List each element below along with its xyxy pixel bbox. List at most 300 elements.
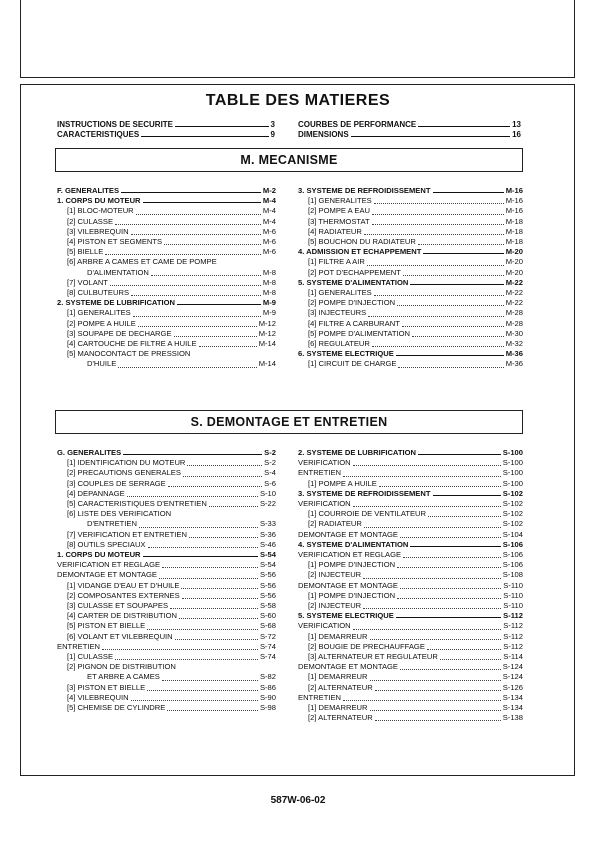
toc-entry: [57, 329, 276, 339]
toc-entry-page: S-56: [259, 580, 276, 590]
toc-entry-title: 1. CORPS DU MOTEUR: [57, 550, 141, 560]
toc-leader: [162, 680, 258, 681]
toc-entry-page: 9: [270, 130, 275, 139]
toc-entry-title: 6. SYSTEME ELECTRIQUE: [298, 349, 394, 359]
toc-entry: [57, 196, 276, 206]
toc-entry-page: 13: [512, 120, 521, 129]
toc-entry-title: INSTRUCTIONS DE SECURITE: [57, 120, 174, 129]
toc-entry-title: 5. SYSTEME D'ALIMENTATION: [298, 277, 409, 287]
toc-entry-title: 3. SYSTEME DE REFROIDISSEMENT: [298, 488, 431, 498]
toc-leader: [121, 192, 261, 193]
toc-entry-page: M-6: [262, 247, 276, 257]
document-code: 587W-06-02: [270, 795, 326, 806]
toc-entry-page: S-106: [502, 539, 523, 549]
toc-entry: [57, 468, 276, 478]
toc-leader: [175, 639, 258, 640]
toc-leader: [168, 486, 262, 487]
toc-entry: [57, 662, 276, 672]
toc-entry-page: S-54: [259, 550, 276, 560]
toc-entry: [57, 499, 276, 509]
toc-entry-title: [2] PRECAUTIONS GENERALES: [67, 468, 181, 478]
toc-entry-title: 2. SYSTEME DE LUBRIFICATION: [57, 298, 175, 308]
toc-leader: [183, 476, 262, 477]
toc-entry-page: S-110: [503, 590, 523, 600]
toc-entry: [298, 570, 523, 580]
toc-entry-title: DEMONTAGE ET MONTAGE: [57, 570, 157, 580]
toc-entry-title: ENTRETIEN: [298, 468, 342, 478]
toc-entry: [298, 632, 523, 642]
toc-entry: [57, 479, 276, 489]
toc-entry-page: S-114: [503, 652, 523, 662]
section-heading-demontage: S. DEMONTAGE ET ENTRETIEN: [55, 410, 523, 434]
toc-leader: [199, 346, 257, 347]
toc-entry-page: S-56: [259, 570, 276, 580]
toc-entry: [298, 319, 523, 329]
toc-leader: [397, 305, 504, 306]
toc-entry-page: S-33: [259, 519, 276, 529]
toc-entry-title: [2] POT D'ECHAPPEMENT: [308, 267, 401, 277]
toc-entry-title: [1] DEMARREUR: [308, 631, 368, 641]
toc-leader: [379, 486, 501, 487]
toc-entry-title: [4] RADIATEUR: [308, 226, 362, 236]
toc-entry-title: [2] PIGNON DE DISTRIBUTION: [67, 662, 176, 672]
toc-entry-title: 4. ADMISSION ET ECHAPPEMENT: [298, 247, 422, 257]
toc-entry-page: S-134: [502, 692, 523, 702]
toc-entry: [57, 186, 276, 196]
toc-leader: [370, 639, 502, 640]
toc-entry-title: COURBES DE PERFORMANCE: [298, 120, 417, 129]
toc-entry-title: VERIFICATION ET REGLAGE: [298, 550, 402, 560]
toc-entry: [298, 499, 523, 509]
toc-leader: [364, 234, 504, 235]
toc-entry-page: M-2: [262, 186, 276, 195]
toc-leader: [175, 126, 269, 127]
toc-leader: [363, 578, 501, 579]
toc-entry-page: S-134: [502, 703, 523, 713]
toc-entry: [298, 591, 523, 601]
toc-entry-page: M-9: [262, 298, 276, 308]
toc-entry: [57, 652, 276, 662]
toc-entry: [57, 458, 276, 468]
toc-entry: [298, 540, 523, 550]
toc-entry-title: ENTRETIEN: [57, 641, 101, 651]
toc-entry-title: [2] COMPOSANTES EXTERNES: [67, 590, 180, 600]
toc-leader: [164, 244, 261, 245]
toc-leader: [375, 690, 501, 691]
toc-leader: [410, 546, 500, 547]
toc-entry-page: S-112: [503, 621, 523, 631]
toc-entry-title: [6] LISTE DES VERIFICATION: [67, 509, 172, 519]
toc-entry: [57, 601, 276, 611]
toc-leader: [433, 495, 501, 496]
toc-leader: [162, 567, 258, 568]
toc-entry-title: ENTRETIEN: [298, 692, 342, 702]
toc-leader: [179, 618, 258, 619]
toc-leader: [353, 629, 502, 630]
toc-entry-page: M-4: [262, 196, 276, 206]
toc-leader: [374, 295, 504, 296]
toc-entry: [298, 257, 523, 267]
toc-entry-page: M-20: [505, 267, 523, 277]
toc-entry: [57, 217, 276, 227]
toc-leader: [189, 537, 258, 538]
toc-entry-title: [1] BLOC-MOTEUR: [67, 206, 134, 216]
toc-leader: [423, 253, 503, 254]
toc-entry-title: [1] DEMARREUR: [308, 703, 368, 713]
toc-entry-page: M-14: [258, 359, 276, 369]
toc-entry-page: S-90: [259, 692, 276, 702]
toc-entry: [298, 288, 523, 298]
toc-entry: [298, 489, 523, 499]
toc-entry-title: [3] INJECTEURS: [308, 308, 367, 318]
toc-entry: [57, 693, 276, 703]
toc-entry-title: VERIFICATION: [298, 621, 351, 631]
toc-entry-page: M-22: [505, 288, 523, 298]
toc-entry-title: [2] CULASSE: [67, 216, 114, 226]
toc-entry-page: S-102: [502, 509, 523, 519]
toc-entry-page: S-6: [264, 478, 276, 488]
toc-leader: [110, 285, 261, 286]
toc-entry-title: [2] INJECTEUR: [308, 570, 362, 580]
toc-entry-page: M-16: [505, 206, 523, 216]
toc-entry-title: [2] ALTERNATEUR: [308, 682, 373, 692]
toc-entry-page: S-86: [259, 682, 276, 692]
toc-leader: [127, 496, 258, 497]
toc-leader: [440, 659, 501, 660]
toc-entry-page: S-100: [502, 448, 523, 457]
toc-leader: [167, 710, 258, 711]
toc-leader: [400, 669, 501, 670]
toc-leader: [427, 649, 501, 650]
toc-entry: [57, 560, 276, 570]
toc-leader: [143, 202, 261, 203]
toc-entry: [57, 298, 276, 308]
toc-entry-title: 3. SYSTEME DE REFROIDISSEMENT: [298, 186, 431, 195]
toc-leader: [372, 214, 504, 215]
toc-entry: [298, 530, 523, 540]
toc-entry: [57, 319, 276, 329]
page-title: TABLE DES MATIERES: [205, 92, 391, 109]
toc-entry: [57, 247, 276, 257]
toc-entry-title: [1] FILTRE A AIR: [308, 257, 365, 267]
toc-leader: [412, 336, 504, 337]
toc-leader: [133, 316, 261, 317]
toc-entry-title: VERIFICATION: [298, 499, 351, 509]
toc-leader: [353, 506, 501, 507]
toc-entry-page: S-100: [502, 468, 523, 478]
toc-entry-title: [8] OUTILS SPECIAUX: [67, 539, 146, 549]
toc-entry: [57, 489, 276, 499]
toc-entry: [298, 642, 523, 652]
section-heading-mecanisme: M. MECANISME: [55, 148, 523, 172]
toc-entry: [57, 611, 276, 621]
toc-entry-page: S-22: [259, 499, 276, 509]
toc-entry: [298, 693, 523, 703]
toc-leader: [139, 527, 258, 528]
toc-leader: [182, 598, 258, 599]
toc-entry: [298, 339, 523, 349]
toc-entry-page: S-36: [259, 529, 276, 539]
toc-entry-title: F. GENERALITES: [57, 186, 120, 195]
toc-entry: [57, 288, 276, 298]
toc-entry: [298, 329, 523, 339]
toc-leader: [131, 234, 261, 235]
toc-entry: [298, 268, 523, 278]
toc-entry: [57, 257, 276, 267]
toc-leader: [131, 295, 261, 296]
toc-entry-title: D'ALIMENTATION: [87, 267, 149, 277]
toc-entry: [57, 632, 276, 642]
toc-leader: [368, 316, 503, 317]
toc-entry-page: M-20: [505, 257, 523, 267]
toc-entry-page: M-8: [262, 288, 276, 298]
toc-entry-title: DEMONTAGE ET MONTAGE: [298, 529, 398, 539]
toc-column-s-left: [57, 448, 276, 713]
toc-entry-page: M-18: [505, 226, 523, 236]
toc-leader: [123, 454, 262, 455]
toc-entry: [57, 621, 276, 631]
top-frame: [20, 0, 575, 78]
toc-leader: [396, 355, 504, 356]
toc-entry: [57, 349, 276, 359]
toc-entry: [57, 359, 276, 369]
toc-entry-page: M-4: [262, 206, 276, 216]
toc-entry: [298, 672, 523, 682]
toc-entry-title: [7] VERIFICATION ET ENTRETIEN: [67, 529, 187, 539]
toc-entry: [57, 672, 276, 682]
toc-entry-title: [6] ARBRE A CAMES ET CAME DE POMPE: [67, 257, 217, 267]
toc-entry-title: [7] VOLANT: [67, 277, 108, 287]
toc-entry-title: D'ENTRETIEN: [87, 519, 137, 529]
toc-entry: [298, 550, 523, 560]
toc-leader: [410, 284, 503, 285]
toc-entry-page: S-102: [502, 488, 523, 498]
top-toc-right: [298, 120, 521, 140]
toc-leader: [370, 710, 501, 711]
toc-entry: [298, 308, 523, 318]
toc-entry-title: [3] COUPLES DE SERRAGE: [67, 478, 166, 488]
toc-entry: [57, 278, 276, 288]
toc-entry-title: [5] CHEMISE DE CYLINDRE: [67, 703, 166, 713]
toc-entry-title: [1] CIRCUIT DE CHARGE: [308, 359, 397, 369]
toc-entry-title: [1] IDENTIFICATION DU MOTEUR: [67, 458, 186, 468]
toc-entry-title: [5] POMPE D'ALIMENTATION: [308, 328, 411, 338]
toc-entry-page: S-106: [502, 560, 523, 570]
toc-leader: [181, 588, 257, 589]
toc-leader: [418, 244, 504, 245]
toc-entry: [57, 237, 276, 247]
toc-entry-page: S-56: [259, 590, 276, 600]
toc-entry-page: M-18: [505, 216, 523, 226]
toc-entry-title: [2] POMPE A EAU: [308, 206, 371, 216]
toc-entry-title: 5. SYSTEME ELECTRIQUE: [298, 611, 394, 621]
toc-entry-page: S-58: [259, 601, 276, 611]
toc-entry-page: S-46: [259, 539, 276, 549]
toc-entry-title: [4] FILTRE A CARBURANT: [308, 318, 400, 328]
toc-entry-title: [5] BOUCHON DU RADIATEUR: [308, 237, 416, 247]
toc-entry-title: [1] GENERALITES: [67, 308, 131, 318]
toc-entry-page: S-108: [502, 570, 523, 580]
toc-leader: [131, 700, 258, 701]
toc-entry-page: S-100: [502, 478, 523, 488]
toc-column-m-right: [298, 186, 523, 370]
toc-entry-page: S-110: [503, 580, 523, 590]
toc-leader: [403, 275, 504, 276]
toc-entry: [57, 540, 276, 550]
toc-entry-page: S-74: [259, 641, 276, 651]
toc-leader: [398, 367, 503, 368]
toc-entry-page: S-124: [502, 662, 523, 672]
toc-entry-page: M-28: [505, 318, 523, 328]
toc-leader: [372, 224, 504, 225]
toc-entry-title: [3] CULASSE ET SOUPAPES: [67, 601, 169, 611]
toc-entry-title: [3] VILEBREQUIN: [67, 226, 129, 236]
toc-leader: [177, 304, 261, 305]
toc-entry: [298, 359, 523, 369]
toc-leader: [400, 588, 501, 589]
toc-entry: [57, 570, 276, 580]
toc-entry-page: M-18: [505, 237, 523, 247]
toc-entry-page: S-100: [502, 458, 523, 468]
toc-leader: [102, 649, 258, 650]
toc-entry: [298, 468, 523, 478]
toc-column-m-left: [57, 186, 276, 370]
toc-entry: [298, 560, 523, 570]
toc-leader: [141, 136, 268, 137]
toc-entry: [298, 120, 521, 130]
toc-entry: [298, 519, 523, 529]
toc-leader: [397, 567, 501, 568]
toc-entry: [298, 611, 523, 621]
toc-leader: [147, 629, 258, 630]
toc-leader: [115, 659, 258, 660]
toc-leader: [159, 578, 258, 579]
toc-entry-page: M-16: [505, 186, 523, 195]
toc-entry-title: [1] DEMARREUR: [308, 672, 368, 682]
toc-entry: [57, 308, 276, 318]
toc-entry: [298, 479, 523, 489]
toc-entry-page: M-12: [258, 318, 276, 328]
toc-entry-title: [5] MANOCONTACT DE PRESSION: [67, 349, 191, 359]
toc-entry-title: DIMENSIONS: [298, 130, 349, 139]
toc-leader: [433, 192, 504, 193]
toc-entry-title: [3] SOUPAPE DE DECHARGE: [67, 328, 172, 338]
toc-leader: [351, 136, 510, 137]
toc-entry: [57, 509, 276, 519]
toc-entry-title: CARACTERISTIQUES: [57, 130, 140, 139]
toc-entry-page: M-6: [262, 237, 276, 247]
toc-entry-page: S-112: [503, 641, 523, 651]
toc-entry-title: 2. SYSTEME DE LUBRIFICATION: [298, 448, 416, 457]
toc-entry-page: M-20: [505, 247, 523, 257]
toc-entry-title: [6] REGULATEUR: [308, 339, 370, 349]
toc-entry: [298, 662, 523, 672]
toc-entry-page: M-36: [505, 359, 523, 369]
toc-leader: [374, 203, 504, 204]
toc-entry: [298, 196, 523, 206]
toc-entry-page: S-102: [502, 519, 523, 529]
toc-entry: [298, 186, 523, 196]
toc-entry: [298, 683, 523, 693]
toc-entry-title: [1] COURROIE DE VENTILATEUR: [308, 509, 427, 519]
toc-leader: [353, 465, 501, 466]
toc-entry-title: [3] PISTON ET BIELLE: [67, 682, 146, 692]
toc-leader: [363, 608, 501, 609]
toc-entry: [298, 713, 523, 723]
toc-column-s-right: [298, 448, 523, 723]
toc-entry: [57, 227, 276, 237]
toc-entry-page: S-124: [502, 672, 523, 682]
toc-entry-title: [2] POMPE A HUILE: [67, 318, 136, 328]
toc-entry-page: M-14: [258, 339, 276, 349]
toc-entry-page: S-2: [264, 448, 276, 457]
toc-entry-page: M-9: [262, 308, 276, 318]
toc-entry-title: ET ARBRE A CAMES: [87, 672, 160, 682]
toc-entry-page: S-72: [259, 631, 276, 641]
toc-leader: [138, 326, 257, 327]
toc-entry-title: [1] POMPE D'INJECTION: [308, 560, 396, 570]
toc-entry-title: G. GENERALITES: [57, 448, 122, 457]
toc-entry-page: S-110: [503, 601, 523, 611]
toc-leader: [418, 454, 501, 455]
toc-entry: [57, 581, 276, 591]
toc-leader: [402, 326, 504, 327]
toc-leader: [118, 367, 256, 368]
top-toc-left: [57, 120, 275, 140]
toc-entry-page: S-74: [259, 652, 276, 662]
toc-entry-page: S-104: [502, 529, 523, 539]
toc-entry-title: [4] PISTON ET SEGMENTS: [67, 237, 163, 247]
toc-entry: [298, 621, 523, 631]
toc-entry: [298, 349, 523, 359]
toc-entry: [57, 591, 276, 601]
toc-entry-page: S-2: [264, 458, 276, 468]
toc-entry-page: M-8: [262, 277, 276, 287]
toc-entry-title: [4] DEPANNAGE: [67, 488, 125, 498]
toc-leader: [143, 556, 258, 557]
toc-entry-page: M-8: [262, 267, 276, 277]
toc-leader: [209, 506, 258, 507]
toc-entry-page: S-112: [503, 611, 523, 621]
toc-leader: [428, 516, 501, 517]
toc-leader: [367, 265, 504, 266]
toc-entry: [298, 247, 523, 257]
toc-leader: [403, 557, 501, 558]
toc-entry: [57, 550, 276, 560]
toc-entry: [57, 206, 276, 216]
toc-leader: [397, 598, 501, 599]
toc-entry-title: [2] POMPE D'INJECTION: [308, 298, 396, 308]
toc-entry-page: S-112: [503, 631, 523, 641]
toc-entry-title: [2] INJECTEUR: [308, 601, 362, 611]
toc-entry: [298, 458, 523, 468]
toc-entry-page: S-126: [502, 682, 523, 692]
toc-entry: [57, 339, 276, 349]
toc-entry-title: [6] VOLANT ET VILEBREQUIN: [67, 631, 173, 641]
toc-entry: [298, 217, 523, 227]
toc-entry-title: [1] POMPE A HUILE: [308, 478, 377, 488]
toc-entry-title: [1] POMPE D'INJECTION: [308, 590, 396, 600]
toc-entry: [57, 642, 276, 652]
toc-entry-page: S-68: [259, 621, 276, 631]
toc-entry-title: [2] ALTERNATEUR: [308, 713, 373, 723]
toc-entry-page: S-82: [259, 672, 276, 682]
toc-entry: [298, 652, 523, 662]
toc-entry-page: S-4: [264, 468, 276, 478]
toc-leader: [187, 465, 262, 466]
toc-leader: [170, 608, 258, 609]
toc-entry-title: VERIFICATION: [298, 458, 351, 468]
